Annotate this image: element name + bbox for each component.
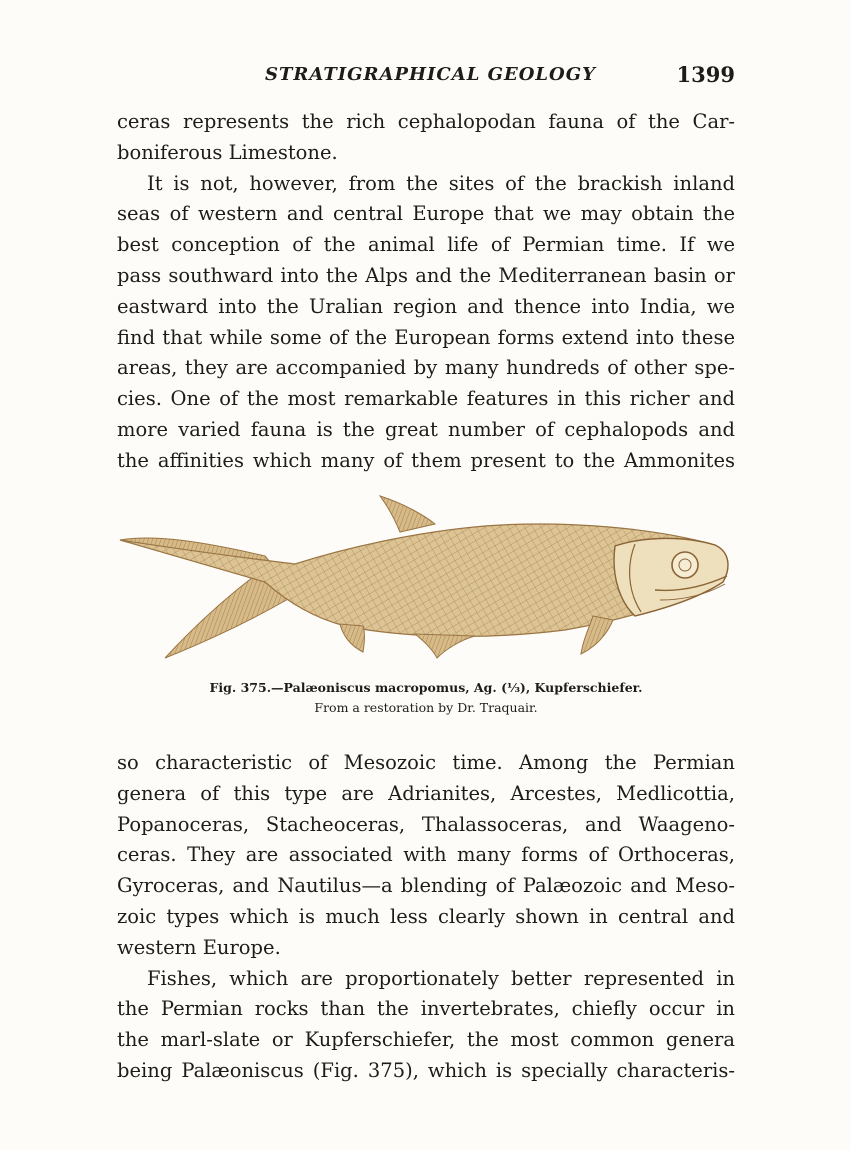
figure-caption: Fig. 375.—Palæoniscus macropomus, Ag. (⅓), Kupferschiefer. [209,680,643,695]
text-line: best conception of the animal life of Permian time. If we [117,233,735,257]
text-line: pass southward into the Alps and the Mediterranean basin or [117,263,735,287]
text-line: find that while some of the European forms extend into these [117,325,735,349]
text-line: ceras represents the rich cephalopodan fauna of the Car- [117,110,735,133]
text-line: Gyroceras, and Nautilus—a blending of Palæozoic and Meso- [117,874,735,898]
text-line: Fishes, which are proportionately better represented in [147,966,735,990]
text-line: zoic types which is much less clearly shown in central and [117,904,735,928]
paragraph-block-bottom [117,748,735,1087]
fish-head [614,538,728,616]
text-line: It is not, however, from the sites of the brackish inland [147,171,735,195]
text-line: Popanoceras, Stacheoceras, Thalassoceras, and Waageno- [117,812,735,836]
text-line: being Palæoniscus (Fig. 375), which is specially characteris- [117,1058,735,1082]
text-line: seas of western and central Europe that we may obtain the [117,202,735,226]
text-line: the Permian rocks than the invertebrates, chiefly occur in [117,997,735,1021]
paragraph-block-top [117,107,735,477]
text-line: western Europe. [117,935,281,959]
text-line: areas, they are accompanied by many hundreds of other spe- [117,356,735,380]
text-line: cies. One of the most remarkable features in this richer and [117,387,735,411]
anal-fin [415,634,475,658]
text-line: eastward into the Uralian region and thence into India, we [117,294,735,318]
text-line: more varied fauna is the great number of cephalopods and [117,417,735,441]
text-line: so characteristic of Mesozoic time. Among the Permian [117,751,735,774]
dorsal-fin [380,496,435,532]
text-line: the affinities which many of them present to the Ammonites [117,448,735,472]
text-line: boniferous Limestone. [117,140,338,164]
fish-illustration [115,490,735,665]
figure-credit: From a restoration by Dr. Traquair. [314,700,538,715]
pelvic-fin [340,624,365,652]
text-line: the marl-slate or Kupferschiefer, the most common genera [117,1028,735,1052]
running-title: STRATIGRAPHICAL GEOLOGY [265,64,596,85]
text-line: ceras. They are associated with many forms of Orthoceras, [117,843,735,867]
eye-icon [672,552,698,578]
running-head [115,60,735,92]
page-number: 1399 [676,62,735,87]
text-line: genera of this type are Adrianites, Arcestes, Medlicottia, [117,781,735,805]
